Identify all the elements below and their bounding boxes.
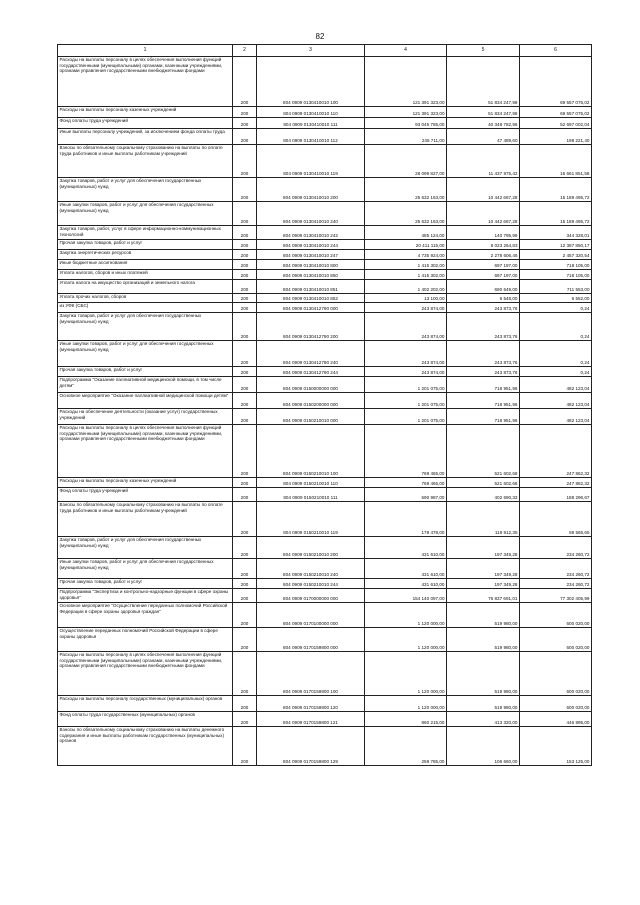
row-unexecuted-amount: 482 123,04: [520, 409, 592, 425]
row-approved-amount: 1 201 075,00: [365, 377, 447, 393]
row-executed-amount: 47 489,60: [447, 129, 520, 145]
row-description: Расходы на выплаты персоналу в целях обеспечения выполнения функций государственными (муниципальными) органами, казенными учреждениями, органами управления государственными внебюджетными фондами: [58, 425, 233, 478]
row-budget-classification-code: 804 0909 0150210010 244: [257, 579, 365, 589]
table-row: [58, 628, 592, 652]
row-line-code: 200: [233, 502, 257, 537]
table-row: [58, 129, 592, 145]
table-row: [58, 280, 592, 294]
row-executed-amount: 197 349,28: [447, 537, 520, 559]
row-line-code: 200: [233, 294, 257, 303]
row-line-code: 200: [233, 727, 257, 766]
row-approved-amount: 4 735 924,00: [365, 250, 447, 260]
row-executed-amount: 697 197,00: [447, 260, 520, 270]
row-approved-amount: 28 099 827,00: [365, 145, 447, 178]
row-executed-amount: 413 320,00: [447, 712, 520, 727]
row-budget-classification-code: 804 0909 0170159800 100: [257, 652, 365, 696]
row-description: Прочая закупка товаров, работ и услуг: [58, 240, 233, 250]
row-line-code: 200: [233, 178, 257, 202]
row-budget-classification-code: 804 0909 0170159800 121: [257, 712, 365, 727]
table-row: [58, 313, 592, 341]
row-budget-classification-code: 804 0909 0150210010 110: [257, 478, 365, 488]
row-line-code: 200: [233, 250, 257, 260]
row-description: Прочая закупка товаров, работ и услуг: [58, 367, 233, 377]
row-unexecuted-amount: 12 387 850,17: [520, 240, 592, 250]
row-unexecuted-amount: 247 862,32: [520, 425, 592, 478]
row-unexecuted-amount: 15 189 495,72: [520, 178, 592, 202]
row-approved-amount: 243 874,00: [365, 313, 447, 341]
row-line-code: 200: [233, 367, 257, 377]
row-executed-amount: 51 834 247,98: [447, 107, 520, 118]
row-budget-classification-code: 804 0909 0150210010 200: [257, 537, 365, 559]
row-line-code: 200: [233, 425, 257, 478]
table-row: [58, 559, 592, 579]
row-description: Закупка товаров, работ и услуг для обеспечения государственных (муниципальных) нужд: [58, 178, 233, 202]
row-budget-classification-code: 804 0909 0150000000 000: [257, 377, 365, 393]
row-description: Иные выплаты персоналу учреждений, за исключением фонда оплаты труда: [58, 129, 233, 145]
row-approved-amount: 485 124,00: [365, 226, 447, 240]
table-row: [58, 270, 592, 280]
row-approved-amount: 93 045 785,00: [365, 118, 447, 129]
row-description: Закупка товаров, работ и услуг для обеспечения государственных (муниципальных) нужд: [58, 313, 233, 341]
row-budget-classification-code: 804 0909 0130410010 112: [257, 129, 365, 145]
table-row: [58, 107, 592, 118]
row-description: Иные закупки товаров, работ и услуг для обеспечения государственных (муниципальных) нужд: [58, 559, 233, 579]
row-description: Основное мероприятие "Осуществление переданных полномочий Российской Федерации в сфере охраны здоровья граждан": [58, 603, 233, 628]
row-approved-amount: 1 201 075,00: [365, 409, 447, 425]
column-header-4: 4: [365, 45, 447, 57]
row-executed-amount: 519 980,00: [447, 696, 520, 712]
table-row: [58, 294, 592, 303]
table-row: [58, 202, 592, 226]
row-line-code: 200: [233, 57, 257, 107]
table-row: [58, 118, 592, 129]
table-row: [58, 250, 592, 260]
row-unexecuted-amount: 16 661 851,58: [520, 145, 592, 178]
row-unexecuted-amount: 69 557 075,02: [520, 107, 592, 118]
table-row: [58, 367, 592, 377]
row-budget-classification-code: 804 0909 0150210010 111: [257, 488, 365, 502]
row-approved-amount: 1 415 302,00: [365, 270, 447, 280]
row-line-code: 200: [233, 696, 257, 712]
row-approved-amount: 1 120 000,00: [365, 652, 447, 696]
row-approved-amount: 1 120 000,00: [365, 628, 447, 652]
row-approved-amount: 1 120 000,00: [365, 696, 447, 712]
row-budget-classification-code: 804 0909 0130412790 200: [257, 313, 365, 341]
row-approved-amount: 243 874,00: [365, 341, 447, 367]
row-line-code: 200: [233, 603, 257, 628]
row-unexecuted-amount: 0,24: [520, 341, 592, 367]
row-executed-amount: 718 951,96: [447, 377, 520, 393]
row-unexecuted-amount: 0,24: [520, 367, 592, 377]
row-budget-classification-code: 804 0909 0130410010 100: [257, 57, 365, 107]
row-unexecuted-amount: 52 697 002,04: [520, 118, 592, 129]
row-executed-amount: 697 197,00: [447, 270, 520, 280]
row-line-code: 200: [233, 202, 257, 226]
row-approved-amount: 178 478,00: [365, 502, 447, 537]
row-budget-classification-code: 804 0909 0150200000 000: [257, 393, 365, 409]
row-unexecuted-amount: 600 020,00: [520, 628, 592, 652]
table-row: [58, 478, 592, 488]
row-approved-amount: 1 201 075,00: [365, 393, 447, 409]
row-unexecuted-amount: 482 123,04: [520, 393, 592, 409]
row-executed-amount: 243 873,76: [447, 303, 520, 313]
table-row: [58, 502, 592, 537]
row-unexecuted-amount: 2 457 320,54: [520, 250, 592, 260]
row-description: Основное мероприятие "Оказание паллиативной медицинской помощи детям": [58, 393, 233, 409]
row-line-code: 200: [233, 478, 257, 488]
row-executed-amount: 690 649,00: [447, 280, 520, 294]
row-line-code: 200: [233, 303, 257, 313]
table-row: [58, 377, 592, 393]
row-executed-amount: 10 442 667,28: [447, 178, 520, 202]
row-executed-amount: 718 951,96: [447, 409, 520, 425]
row-budget-classification-code: 804 0909 0150210010 000: [257, 409, 365, 425]
row-budget-classification-code: 804 0909 0170100000 000: [257, 603, 365, 628]
table-row: [58, 727, 592, 766]
row-budget-classification-code: 804 0909 0170159800 120: [257, 696, 365, 712]
row-line-code: 200: [233, 409, 257, 425]
column-header-3: 3: [257, 45, 365, 57]
row-description: Взносы по обязательному социальному страхованию на выплаты по оплате труда работников и иные выплаты работникам учреждений: [58, 502, 233, 537]
row-approved-amount: 431 610,00: [365, 537, 447, 559]
row-executed-amount: 10 442 667,28: [447, 202, 520, 226]
table-row: [58, 579, 592, 589]
row-executed-amount: 243 873,76: [447, 313, 520, 341]
row-approved-amount: 1 415 302,00: [365, 260, 447, 270]
row-approved-amount: 154 140 097,00: [365, 589, 447, 603]
row-approved-amount: 20 411 115,00: [365, 240, 447, 250]
row-unexecuted-amount: 234 260,72: [520, 559, 592, 579]
row-budget-classification-code: 804 0909 0130410010 111: [257, 118, 365, 129]
row-description: Уплата прочих налогов, сборов: [58, 294, 233, 303]
row-budget-classification-code: 804 0909 0130412790 000: [257, 303, 365, 313]
row-unexecuted-amount: 6 552,00: [520, 294, 592, 303]
row-approved-amount: 121 391 323,00: [365, 57, 447, 107]
row-description: Уплата налога на имущество организаций и земельного налога: [58, 280, 233, 294]
row-description: Закупка энергетических ресурсов: [58, 250, 233, 260]
table-row: [58, 589, 592, 603]
row-executed-amount: 118 912,35: [447, 502, 520, 537]
row-unexecuted-amount: 234 260,72: [520, 579, 592, 589]
row-line-code: 200: [233, 341, 257, 367]
row-executed-amount: 519 980,00: [447, 603, 520, 628]
row-description: Расходы на выплаты персоналу казенных учреждений: [58, 107, 233, 118]
column-header-1: 1: [58, 45, 233, 57]
row-description: Фонд оплаты труда учреждений: [58, 118, 233, 129]
row-description: Расходы на выплаты персоналу в целях обеспечения выполнения функций государственными (муниципальными) органами, казенными учреждениями, органами управления государственными внебюджетными фондами: [58, 652, 233, 696]
row-budget-classification-code: 804 0909 0130410010 110: [257, 107, 365, 118]
row-description: Расходы на выплаты персоналу государственных (муниципальных) органов: [58, 696, 233, 712]
row-unexecuted-amount: 69 557 075,02: [520, 57, 592, 107]
page-number: 82: [315, 32, 325, 41]
row-description: Уплата налогов, сборов и иных платежей: [58, 270, 233, 280]
row-description: Фонд оплаты труда государственных (муниципальных) органов: [58, 712, 233, 727]
row-unexecuted-amount: 0,24: [520, 313, 592, 341]
row-budget-classification-code: 804 0909 0130410010 200: [257, 178, 365, 202]
row-unexecuted-amount: 718 105,00: [520, 270, 592, 280]
row-line-code: 200: [233, 628, 257, 652]
row-budget-classification-code: 804 0909 0130412790 244: [257, 367, 365, 377]
row-unexecuted-amount: 600 020,00: [520, 603, 592, 628]
row-budget-classification-code: 804 0909 0130410010 852: [257, 294, 365, 303]
row-executed-amount: 51 834 247,98: [447, 57, 520, 107]
column-header-2: 2: [233, 45, 257, 57]
row-description: Подпрограмма "Экспертиза и контрольно-надзорные функции в сфере охраны здоровья": [58, 589, 233, 603]
row-line-code: 200: [233, 107, 257, 118]
row-budget-classification-code: 804 0909 0130410010 244: [257, 240, 365, 250]
row-description: Закупка товаров, работ и услуг для обеспечения государственных (муниципальных) нужд: [58, 537, 233, 559]
row-line-code: 200: [233, 118, 257, 129]
row-executed-amount: 521 602,68: [447, 478, 520, 488]
row-executed-amount: 718 951,96: [447, 393, 520, 409]
row-line-code: 200: [233, 270, 257, 280]
table-row: [58, 57, 592, 107]
row-description: Взносы по обязательному социальному страхованию на выплаты по оплате труда работников и иные выплаты работникам учреждений: [58, 145, 233, 178]
row-unexecuted-amount: 15 189 495,72: [520, 202, 592, 226]
row-approved-amount: 769 465,00: [365, 425, 447, 478]
row-unexecuted-amount: 59 565,65: [520, 502, 592, 537]
row-line-code: 200: [233, 145, 257, 178]
row-budget-classification-code: 804 0909 0130410010 851: [257, 280, 365, 294]
table-row: [58, 341, 592, 367]
row-budget-classification-code: 804 0909 0130410010 850: [257, 270, 365, 280]
row-executed-amount: 2 278 606,46: [447, 250, 520, 260]
table-header-row: [58, 45, 592, 57]
table-row: [58, 696, 592, 712]
row-budget-classification-code: 804 0909 0150210010 240: [257, 559, 365, 579]
row-approved-amount: 243 874,00: [365, 303, 447, 313]
row-line-code: 200: [233, 393, 257, 409]
table-row: [58, 260, 592, 270]
row-line-code: 200: [233, 260, 257, 270]
row-unexecuted-amount: 344 328,01: [520, 226, 592, 240]
row-executed-amount: 519 980,00: [447, 628, 520, 652]
row-unexecuted-amount: 198 221,40: [520, 129, 592, 145]
budget-execution-table: [57, 44, 592, 766]
table-row: [58, 393, 592, 409]
row-line-code: 200: [233, 537, 257, 559]
row-unexecuted-amount: 153 125,00: [520, 727, 592, 766]
row-executed-amount: 519 980,00: [447, 652, 520, 696]
row-approved-amount: 1 402 202,00: [365, 280, 447, 294]
row-approved-amount: 259 785,00: [365, 727, 447, 766]
table-row: [58, 145, 592, 178]
row-line-code: 200: [233, 313, 257, 341]
row-budget-classification-code: 804 0909 0150210010 100: [257, 425, 365, 478]
row-approved-amount: 25 632 163,00: [365, 178, 447, 202]
row-unexecuted-amount: 711 553,00: [520, 280, 592, 294]
row-executed-amount: 40 348 782,96: [447, 118, 520, 129]
row-budget-classification-code: 804 0909 0170000000 000: [257, 589, 365, 603]
row-budget-classification-code: 804 0909 0130410010 119: [257, 145, 365, 178]
row-description: Закупка товаров, работ, услуг в сфере информационно-коммуникационных технологий: [58, 226, 233, 240]
row-unexecuted-amount: 600 020,00: [520, 652, 592, 696]
row-description: Иные бюджетные ассигнования: [58, 260, 233, 270]
row-budget-classification-code: 804 0909 0130410010 242: [257, 226, 365, 240]
table-row: [58, 537, 592, 559]
row-line-code: 200: [233, 240, 257, 250]
row-approved-amount: 769 465,00: [365, 478, 447, 488]
row-unexecuted-amount: 77 302 405,99: [520, 589, 592, 603]
row-unexecuted-amount: 446 895,00: [520, 712, 592, 727]
row-line-code: 200: [233, 559, 257, 579]
row-approved-amount: 121 391 323,00: [365, 107, 447, 118]
row-approved-amount: 13 100,00: [365, 294, 447, 303]
row-unexecuted-amount: 234 260,72: [520, 537, 592, 559]
table-row: [58, 240, 592, 250]
column-header-5: 5: [447, 45, 520, 57]
row-line-code: 200: [233, 129, 257, 145]
row-budget-classification-code: 804 0909 0130412790 240: [257, 341, 365, 367]
row-unexecuted-amount: 188 296,67: [520, 488, 592, 502]
row-executed-amount: 11 437 975,42: [447, 145, 520, 178]
table-row: [58, 425, 592, 478]
row-executed-amount: 197 349,28: [447, 579, 520, 589]
row-description: Иные закупки товаров, работ и услуг для обеспечения государственных (муниципальных) нужд: [58, 202, 233, 226]
row-budget-classification-code: 804 0909 0130410010 247: [257, 250, 365, 260]
row-description: Расходы на выплаты персоналу в целях обеспечения выполнения функций государственными (муниципальными) органами, казенными учреждениями, органами управления государственными внебюджетными фондами: [58, 57, 233, 107]
row-executed-amount: 6 548,00: [447, 294, 520, 303]
row-description: Прочая закупка товаров, работ и услуг: [58, 579, 233, 589]
table-row: [58, 712, 592, 727]
row-line-code: 200: [233, 226, 257, 240]
row-unexecuted-amount: 718 105,00: [520, 260, 592, 270]
row-budget-classification-code: 804 0909 0130410010 240: [257, 202, 365, 226]
row-executed-amount: 197 349,28: [447, 559, 520, 579]
row-unexecuted-amount: 247 862,32: [520, 478, 592, 488]
row-approved-amount: 431 610,00: [365, 579, 447, 589]
table-row: [58, 303, 592, 313]
row-approved-amount: 1 120 000,00: [365, 603, 447, 628]
row-executed-amount: 76 837 691,01: [447, 589, 520, 603]
row-line-code: 200: [233, 712, 257, 727]
table-row: [58, 603, 592, 628]
table-row: [58, 652, 592, 696]
row-unexecuted-amount: 600 020,00: [520, 696, 592, 712]
row-line-code: 200: [233, 579, 257, 589]
row-description: Фонд оплаты труда учреждений: [58, 488, 233, 502]
row-executed-amount: 140 795,99: [447, 226, 520, 240]
table-body: [58, 57, 592, 766]
row-approved-amount: 860 215,00: [365, 712, 447, 727]
row-description: Осуществление переданных полномочий Российской Федерации в сфере охраны здоровья: [58, 628, 233, 652]
row-executed-amount: 8 023 264,83: [447, 240, 520, 250]
row-budget-classification-code: 804 0909 0170159800 129: [257, 727, 365, 766]
row-executed-amount: 243 873,76: [447, 367, 520, 377]
column-header-6: 6: [520, 45, 592, 57]
row-description: Расходы на обеспечение деятельности (оказание услуг) государственных учреждений: [58, 409, 233, 425]
row-line-code: 200: [233, 377, 257, 393]
row-approved-amount: 245 711,00: [365, 129, 447, 145]
row-executed-amount: 106 660,00: [447, 727, 520, 766]
row-executed-amount: 243 873,76: [447, 341, 520, 367]
row-approved-amount: 590 987,00: [365, 488, 447, 502]
row-line-code: 200: [233, 652, 257, 696]
row-budget-classification-code: 804 0909 0130410010 800: [257, 260, 365, 270]
table-row: [58, 178, 592, 202]
row-executed-amount: 402 690,33: [447, 488, 520, 502]
row-description: Иные закупки товаров, работ и услуг для обеспечения государственных (муниципальных) нужд: [58, 341, 233, 367]
row-description: Взносы по обязательному социальному страхованию на выплаты денежного содержания и иные выплаты работникам государственных (муниципальных) органов: [58, 727, 233, 766]
row-approved-amount: 25 632 163,00: [365, 202, 447, 226]
row-approved-amount: 431 610,00: [365, 559, 447, 579]
row-unexecuted-amount: 0,24: [520, 303, 592, 313]
row-description: из УФК (СБС): [58, 303, 233, 313]
row-budget-classification-code: 804 0909 0150210010 119: [257, 502, 365, 537]
row-unexecuted-amount: 482 123,04: [520, 377, 592, 393]
table-row: [58, 409, 592, 425]
row-budget-classification-code: 804 0909 0170159800 000: [257, 628, 365, 652]
row-approved-amount: 243 874,00: [365, 367, 447, 377]
row-line-code: 200: [233, 589, 257, 603]
row-line-code: 200: [233, 280, 257, 294]
table-row: [58, 226, 592, 240]
row-description: Подпрограмма "Оказание паллиативной медицинской помощи, в том числе детям": [58, 377, 233, 393]
table-row: [58, 488, 592, 502]
row-line-code: 200: [233, 488, 257, 502]
row-description: Расходы на выплаты персоналу казенных учреждений: [58, 478, 233, 488]
row-executed-amount: 521 602,68: [447, 425, 520, 478]
